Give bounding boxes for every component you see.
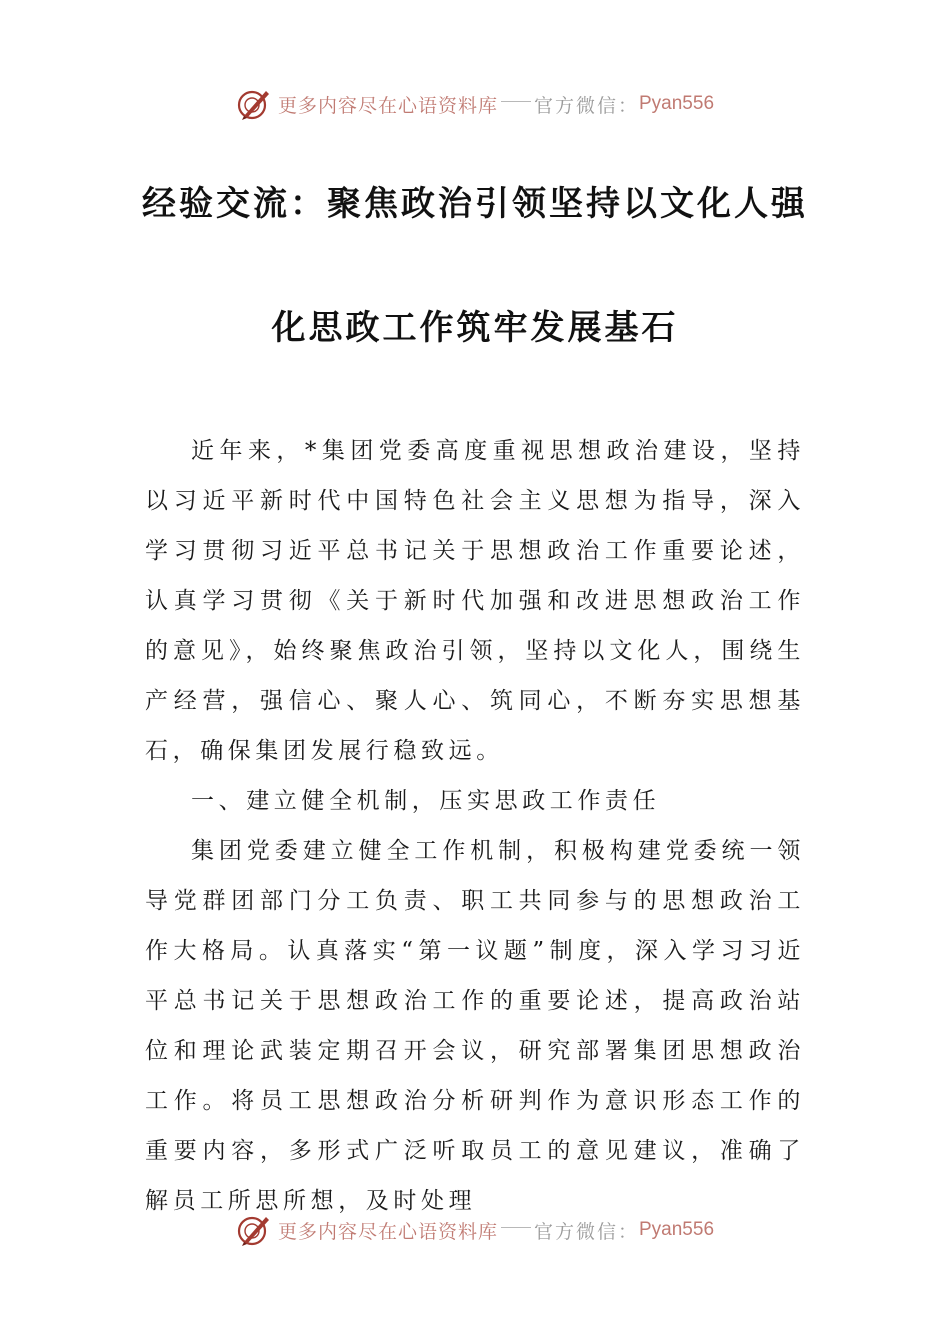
watermark-wechat-id: Pyan556 <box>639 1219 715 1240</box>
intro-paragraph: 近年来，*集团党委高度重视思想政治建设，坚持以习近平新时代中国特色社会主义思想为指导，深入学习贯彻习近平总书记关于思想政治工作重要论述，认真学习贯彻《关于新时代加强和改进思想政治工作的意见》，始终聚焦政治引领，坚持以文化人，围绕生产经营，强信心、聚人心、筑同心，不断夯实思想基石，确保集团发展行稳致远。 <box>145 438 805 764</box>
watermark-wechat-label: 官方微信： <box>533 1220 639 1243</box>
document-title-line-1: 经验交流：聚焦政治引领坚持以文化人强 <box>142 184 808 224</box>
pen-circle-icon <box>236 1212 272 1248</box>
document-body <box>145 426 805 1226</box>
watermark-header <box>0 82 950 126</box>
section-heading-1: 一、建立健全机制，压实思政工作责任 <box>191 788 661 814</box>
watermark-wechat-label: 官方微信： <box>533 94 639 117</box>
watermark-footer <box>0 1208 950 1252</box>
section-1-paragraph: 集团党委建立健全工作机制，积极构建党委统一领导党群团部门分工负责、职工共同参与的思想政治工作大格局。认真落实“第一议题”制度，深入学习习近平总书记关于思想政治工作的重要论述，提高政治站位和理论武装定期召开会议，研究部署集团思想政治工作。将员工思想政治分析研判作为意识形态工作的重要内容，多形式广泛听取员工的意见建议，准确了解员工所思所想，及时处理 <box>145 838 805 1214</box>
watermark-wechat-id: Pyan556 <box>639 93 715 114</box>
document-title-line-2: 化思政工作筑牢发展基石 <box>271 308 679 348</box>
watermark-dash <box>501 1227 531 1228</box>
pen-circle-icon <box>236 86 272 122</box>
watermark-brand: 更多内容尽在心语资料库 <box>277 1220 498 1243</box>
watermark-dash <box>501 101 531 102</box>
watermark-brand: 更多内容尽在心语资料库 <box>277 94 498 117</box>
